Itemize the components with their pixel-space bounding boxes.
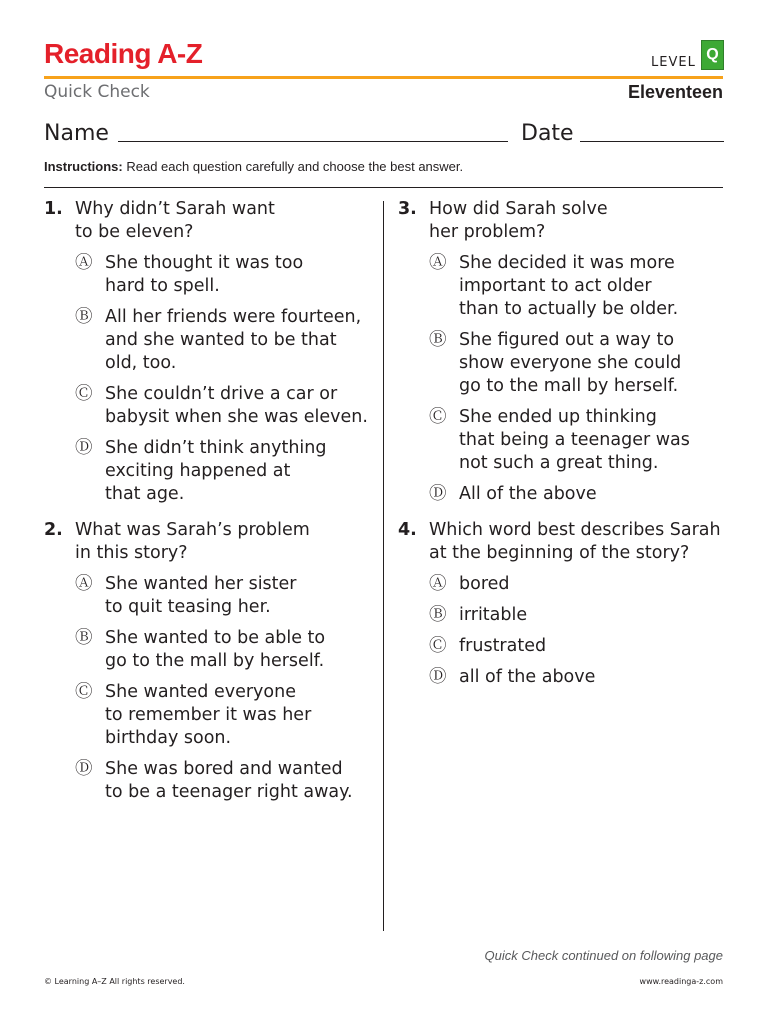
answer-option[interactable] bbox=[75, 573, 353, 619]
answer-text: She ended up thinking that being a teenager was not such a great thing. bbox=[459, 407, 690, 473]
date-field[interactable] bbox=[580, 141, 724, 142]
answer-text: She wanted everyone to remember it was her birthday soon. bbox=[105, 682, 312, 748]
answer-option[interactable] bbox=[75, 627, 353, 673]
answer-bubble[interactable]: Ⓓ bbox=[75, 438, 93, 458]
answer-text: She figured out a way to show everyone she could go to the mall by herself. bbox=[459, 330, 682, 396]
question-text: Which word best describes Sarah at the beginning of the story? bbox=[429, 520, 721, 563]
instructions-text: Read each question carefully and choose the best answer. bbox=[122, 159, 464, 174]
level-badge bbox=[701, 40, 724, 70]
answer-text: all of the above bbox=[459, 667, 596, 687]
answer-text: irritable bbox=[459, 605, 528, 625]
reading-az-logo: Reading A-Z bbox=[44, 38, 203, 69]
answer-text: She didn’t think anything exciting happened at that age. bbox=[105, 438, 327, 504]
answer-option[interactable] bbox=[75, 383, 368, 429]
answer-option[interactable] bbox=[429, 406, 690, 475]
answer-option[interactable] bbox=[429, 666, 721, 689]
instructions bbox=[44, 159, 463, 174]
answer-text: She decided it was more important to act older than to actually be older. bbox=[459, 253, 679, 319]
page-subtitle: Quick Check bbox=[44, 82, 150, 102]
question-number: 2. bbox=[44, 520, 63, 540]
answer-bubble[interactable]: Ⓐ bbox=[75, 253, 93, 273]
instructions-label: Instructions: bbox=[44, 159, 123, 174]
answer-option[interactable] bbox=[429, 635, 721, 658]
question-2 bbox=[44, 519, 353, 804]
answer-bubble[interactable]: Ⓓ bbox=[75, 759, 93, 779]
answer-bubble[interactable]: Ⓑ bbox=[429, 330, 447, 350]
question-text: Why didn’t Sarah want to be eleven? bbox=[75, 199, 275, 242]
column-divider bbox=[383, 201, 384, 931]
name-field[interactable] bbox=[118, 141, 508, 142]
level-letter: Q bbox=[706, 46, 719, 63]
date-label: Date bbox=[521, 121, 574, 146]
answer-option[interactable] bbox=[75, 681, 353, 750]
continued-note: Quick Check continued on following page bbox=[484, 948, 723, 963]
question-1 bbox=[44, 198, 368, 506]
answer-bubble[interactable]: Ⓓ bbox=[429, 484, 447, 504]
answer-bubble[interactable]: Ⓑ bbox=[75, 628, 93, 648]
answer-option[interactable] bbox=[429, 252, 690, 321]
website: www.readinga-z.com bbox=[639, 977, 723, 986]
answer-option[interactable] bbox=[75, 758, 353, 804]
name-label: Name bbox=[44, 121, 109, 146]
instructions-divider bbox=[44, 187, 723, 188]
question-3 bbox=[398, 198, 690, 506]
level-label: LEVEL bbox=[651, 55, 696, 70]
copyright: © Learning A–Z All rights reserved. bbox=[44, 977, 185, 986]
answer-option[interactable] bbox=[429, 483, 690, 506]
answer-bubble[interactable]: Ⓒ bbox=[75, 384, 93, 404]
answer-bubble[interactable]: Ⓐ bbox=[75, 574, 93, 594]
answer-option[interactable] bbox=[429, 573, 721, 596]
answer-bubble[interactable]: Ⓐ bbox=[429, 253, 447, 273]
question-text: How did Sarah solve her problem? bbox=[429, 199, 608, 242]
header-divider bbox=[44, 76, 723, 79]
answer-text: She wanted her sister to quit teasing her. bbox=[105, 574, 297, 617]
answer-text: All of the above bbox=[459, 484, 597, 504]
answer-text: She thought it was too hard to spell. bbox=[105, 253, 304, 296]
answer-bubble[interactable]: Ⓑ bbox=[75, 307, 93, 327]
answer-text: frustrated bbox=[459, 636, 547, 656]
answer-bubble[interactable]: Ⓒ bbox=[429, 636, 447, 656]
book-title: Eleventeen bbox=[627, 82, 723, 102]
question-text: What was Sarah’s problem in this story? bbox=[75, 520, 310, 563]
answer-bubble[interactable]: Ⓑ bbox=[429, 605, 447, 625]
question-number: 4. bbox=[398, 520, 417, 540]
answer-text: All her friends were fourteen, and she wanted to be that old, too. bbox=[105, 307, 362, 373]
question-4 bbox=[398, 519, 721, 689]
answer-bubble[interactable]: Ⓒ bbox=[75, 682, 93, 702]
question-number: 3. bbox=[398, 199, 417, 219]
answer-text: She wanted to be able to go to the mall by herself. bbox=[105, 628, 326, 671]
answer-bubble[interactable]: Ⓒ bbox=[429, 407, 447, 427]
answer-text: bored bbox=[459, 574, 510, 594]
answer-text: She was bored and wanted to be a teenager right away. bbox=[105, 759, 353, 802]
answer-option[interactable] bbox=[429, 329, 690, 398]
answer-text: She couldn’t drive a car or babysit when she was eleven. bbox=[105, 384, 368, 427]
answer-option[interactable] bbox=[429, 604, 721, 627]
answer-bubble[interactable]: Ⓓ bbox=[429, 667, 447, 687]
answer-bubble[interactable]: Ⓐ bbox=[429, 574, 447, 594]
answer-option[interactable] bbox=[75, 437, 368, 506]
answer-option[interactable] bbox=[75, 252, 368, 298]
answer-option[interactable] bbox=[75, 306, 368, 375]
question-number: 1. bbox=[44, 199, 63, 219]
